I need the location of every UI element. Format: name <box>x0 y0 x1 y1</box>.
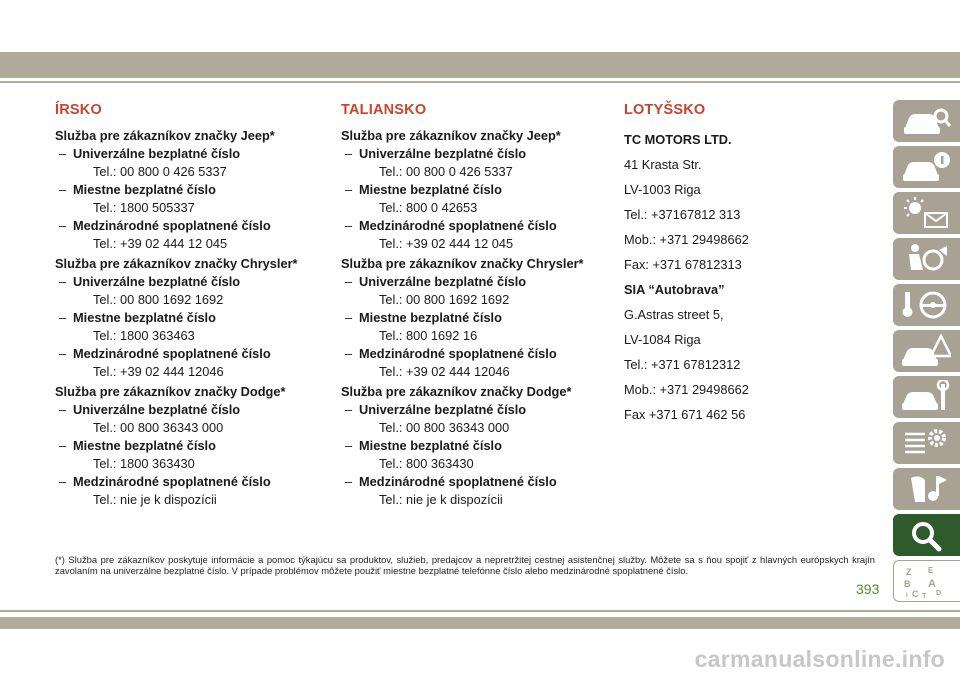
top-band <box>0 52 960 78</box>
number-type-text: Miestne bezplatné číslo <box>73 182 216 197</box>
dash-bullet: – <box>345 274 353 289</box>
svg-text:I: I <box>906 593 908 599</box>
tab-starting-driving[interactable] <box>893 284 960 326</box>
watermark: carmanualsonline.info <box>694 646 945 672</box>
number-type-text: Medzinárodné spoplatnené číslo <box>73 218 271 233</box>
contact-line: LV-1084 Riga <box>624 332 701 347</box>
svg-text:T: T <box>922 593 927 599</box>
tab-emergency[interactable] <box>893 330 960 372</box>
number-type-label <box>55 273 330 291</box>
phone-number: Tel.: 00 800 0 426 5337 <box>379 164 513 179</box>
dash-bullet: – <box>59 402 67 417</box>
dash-bullet: – <box>59 310 67 325</box>
car-info-icon <box>901 150 951 184</box>
contact-line: Tel.: +371 67812312 <box>624 357 741 372</box>
phone-number: Tel.: +39 02 444 12046 <box>93 364 224 379</box>
number-type-text: Medzinárodné spoplatnené číslo <box>359 346 557 361</box>
number-type-label <box>341 181 616 199</box>
dash-bullet: – <box>345 346 353 361</box>
phone-number: Tel.: 00 800 1692 1692 <box>93 292 224 307</box>
contact-line: 41 Krasta Str. <box>624 157 702 172</box>
column-ireland <box>55 102 330 509</box>
tab-car-search[interactable] <box>893 100 960 142</box>
number-type-label <box>55 181 330 199</box>
dash-bullet: – <box>345 310 353 325</box>
number-type-label <box>55 437 330 455</box>
airbag-seat-icon <box>901 242 951 276</box>
number-type-label <box>341 217 616 235</box>
phone-number: Tel.: 800 363430 <box>379 456 474 471</box>
number-type-text: Univerzálne bezplatné číslo <box>73 402 241 417</box>
dash-bullet: – <box>345 182 353 197</box>
brand-service-title: Služba pre zákazníkov značky Dodge* <box>55 384 286 399</box>
column-italy <box>341 102 616 509</box>
contact-line: Fax: +371 67812313 <box>624 257 742 272</box>
country-heading: ÍRSKO <box>55 102 102 118</box>
company-name: TC MOTORS LTD. <box>624 132 732 147</box>
multimedia-icon <box>901 472 951 506</box>
number-type-label <box>55 145 330 163</box>
phone-number: Tel.: nie je k dispozícii <box>379 492 503 507</box>
phone-number: Tel.: 00 800 0 426 5337 <box>93 164 227 179</box>
phone-number: Tel.: +39 02 444 12 045 <box>93 236 228 251</box>
dash-bullet: – <box>59 274 67 289</box>
tab-specifications[interactable] <box>893 422 960 464</box>
svg-text:E: E <box>928 566 934 575</box>
column-latvia <box>624 102 899 427</box>
number-type-label <box>55 217 330 235</box>
number-type-label <box>55 401 330 419</box>
alphabet-index-icon <box>902 565 952 599</box>
number-type-label <box>55 309 330 327</box>
number-type-text: Miestne bezplatné číslo <box>359 310 502 325</box>
heading-latvia: LOTYŠSKO <box>624 102 706 118</box>
number-type-text: Univerzálne bezplatné číslo <box>359 402 527 417</box>
number-type-label <box>341 145 616 163</box>
phone-number: Tel.: 1800 363430 <box>93 456 195 471</box>
svg-text:A: A <box>928 578 936 590</box>
page-number: 393 <box>856 581 880 597</box>
number-type-text: Univerzálne bezplatné číslo <box>73 146 241 161</box>
tab-servicing[interactable] <box>893 376 960 418</box>
number-type-text: Medzinárodné spoplatnené číslo <box>73 474 271 489</box>
number-type-text: Univerzálne bezplatné číslo <box>359 146 527 161</box>
contact-line: Tel.: +37167812 313 <box>624 207 741 222</box>
phone-number: Tel.: 00 800 36343 000 <box>379 420 510 435</box>
brand-service-title: Služba pre zákazníkov značky Dodge* <box>341 384 572 399</box>
tab-multimedia[interactable] <box>893 468 960 510</box>
dash-bullet: – <box>59 474 67 489</box>
dash-bullet: – <box>59 182 67 197</box>
number-type-label <box>341 345 616 363</box>
phone-number: Tel.: 800 0 42653 <box>379 200 478 215</box>
search-icon <box>901 518 951 552</box>
dash-bullet: – <box>59 146 67 161</box>
specs-gear-icon <box>901 426 951 460</box>
number-type-label <box>341 437 616 455</box>
number-type-label <box>341 273 616 291</box>
dash-bullet: – <box>345 146 353 161</box>
dash-bullet: – <box>59 346 67 361</box>
dash-bullet: – <box>345 438 353 453</box>
tab-safety[interactable] <box>893 238 960 280</box>
brand-service-title: Služba pre zákazníkov značky Jeep* <box>55 128 275 143</box>
chapter-tabs <box>893 100 960 606</box>
number-type-text: Medzinárodné spoplatnené číslo <box>359 218 557 233</box>
svg-text:B: B <box>904 579 911 589</box>
brand-service-title: Služba pre zákazníkov značky Jeep* <box>341 128 561 143</box>
car-warning-icon <box>901 334 951 368</box>
svg-text:Z: Z <box>906 567 912 577</box>
contact-line: G.Astras street 5, <box>624 307 724 322</box>
phone-number: Tel.: 1800 363463 <box>93 328 195 343</box>
dash-bullet: – <box>59 438 67 453</box>
number-type-label <box>341 473 616 491</box>
number-type-text: Medzinárodné spoplatnené číslo <box>359 474 557 489</box>
phone-number: Tel.: 800 1692 16 <box>379 328 478 343</box>
car-magnifier-icon <box>901 104 951 138</box>
phone-number: Tel.: 00 800 36343 000 <box>93 420 224 435</box>
number-type-text: Miestne bezplatné číslo <box>73 438 216 453</box>
brand-service-title: Služba pre zákazníkov značky Chrysler* <box>55 256 298 271</box>
number-type-text: Miestne bezplatné číslo <box>359 182 502 197</box>
number-type-label <box>55 345 330 363</box>
number-type-text: Univerzálne bezplatné číslo <box>359 274 527 289</box>
number-type-label <box>55 473 330 491</box>
steering-key-icon <box>901 288 951 322</box>
number-type-text: Univerzálne bezplatné číslo <box>73 274 241 289</box>
phone-number: Tel.: 1800 505337 <box>93 200 195 215</box>
number-type-text: Miestne bezplatné číslo <box>73 310 216 325</box>
number-type-text: Miestne bezplatné číslo <box>359 438 502 453</box>
number-type-label <box>341 309 616 327</box>
phone-number: Tel.: nie je k dispozícii <box>93 492 217 507</box>
tab-alphabet-index[interactable] <box>893 560 960 602</box>
tab-car-info[interactable] <box>893 146 960 188</box>
dash-bullet: – <box>345 474 353 489</box>
top-rule <box>0 81 960 83</box>
contact-line: Fax +371 671 462 56 <box>624 407 746 422</box>
tab-dashboard-lights[interactable] <box>893 192 960 234</box>
dash-bullet: – <box>345 218 353 233</box>
car-wrench-icon <box>901 380 951 414</box>
number-type-text: Medzinárodné spoplatnené číslo <box>73 346 271 361</box>
phone-number: Tel.: 00 800 1692 1692 <box>379 292 510 307</box>
bottom-band <box>0 617 960 629</box>
number-type-label <box>341 401 616 419</box>
company-name: SIA “Autobrava” <box>624 282 725 297</box>
contact-line: Mob.: +371 29498662 <box>624 232 749 247</box>
contact-line: Mob.: +371 29498662 <box>624 382 749 397</box>
bottom-rule <box>0 610 960 612</box>
country-heading: TALIANSKO <box>341 102 427 118</box>
brand-service-title: Služba pre zákazníkov značky Chrysler* <box>341 256 584 271</box>
dash-bullet: – <box>59 218 67 233</box>
svg-text:C: C <box>912 589 919 599</box>
dashboard-lights-icon <box>901 196 951 230</box>
phone-number: Tel.: +39 02 444 12046 <box>379 364 510 379</box>
svg-text:D: D <box>936 590 942 597</box>
dash-bullet: – <box>345 402 353 417</box>
tab-index-search[interactable] <box>893 514 960 556</box>
contact-line: LV-1003 Riga <box>624 182 701 197</box>
footnote: (*) Služba pre zákazníkov poskytuje informácie a pomoc týkajúcu sa produktov, služieb, predajcov a nepretržitej cestnej asistenčnej služby. Môžete sa s ňou spojiť z hlavných európskych krajín zavolaním na univerzálne bezplatné číslo. V prípade problémov môžete použiť miestne bezplatné telefónne číslo alebo medzinárodné spoplatnené číslo. <box>55 554 875 576</box>
phone-number: Tel.: +39 02 444 12 045 <box>379 236 514 251</box>
